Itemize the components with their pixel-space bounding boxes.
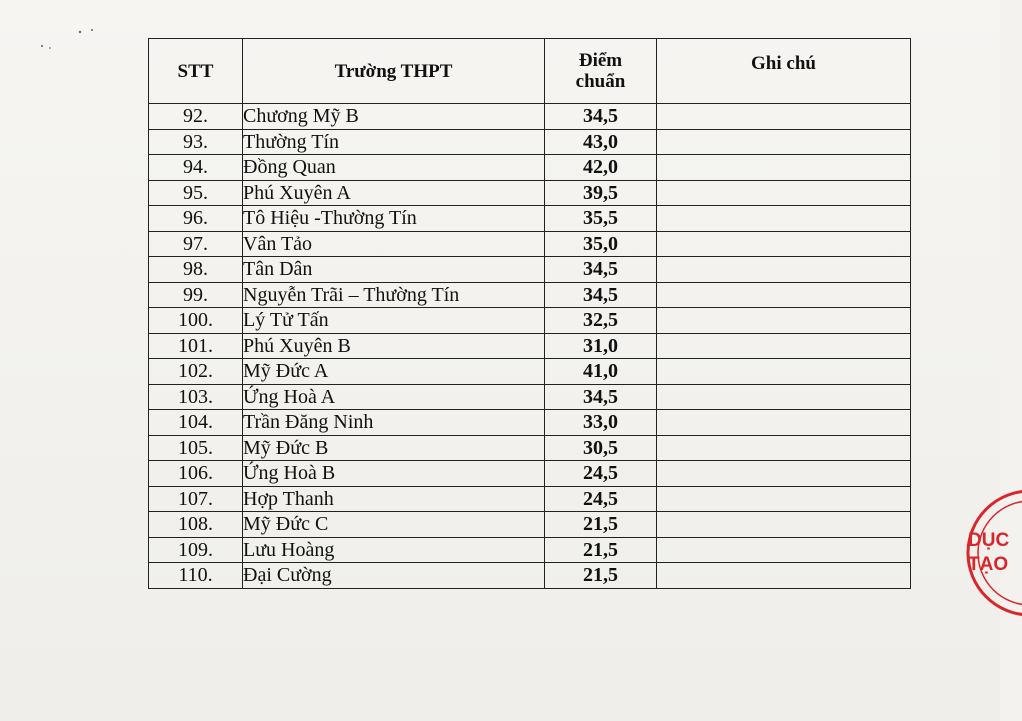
table-row [149, 359, 911, 385]
table-row [149, 512, 911, 538]
row-school-name: Trần Đăng Ninh [243, 410, 545, 436]
row-note [657, 435, 911, 461]
row-stt: 97. [149, 231, 243, 257]
table-row [149, 257, 911, 283]
table-row [149, 308, 911, 334]
row-school-name: Lưu Hoàng [243, 537, 545, 563]
row-score: 34,5 [545, 257, 657, 283]
row-note [657, 308, 911, 334]
row-score: 24,5 [545, 486, 657, 512]
row-note [657, 333, 911, 359]
table-row [149, 563, 911, 589]
header-score [545, 39, 657, 104]
table-header-row [149, 39, 911, 104]
table-row [149, 333, 911, 359]
row-score: 32,5 [545, 308, 657, 334]
row-school-name: Hợp Thanh [243, 486, 545, 512]
row-note [657, 537, 911, 563]
table-row [149, 206, 911, 232]
header-score-line1: Điểm [578, 50, 623, 71]
header-score-line2: chuẩn [575, 71, 626, 92]
row-stt: 98. [149, 257, 243, 283]
stamp-text-line1: DỤC [968, 530, 1010, 551]
row-stt: 101. [149, 333, 243, 359]
row-note [657, 104, 911, 130]
table-row [149, 231, 911, 257]
row-score: 21,5 [545, 537, 657, 563]
row-score: 21,5 [545, 512, 657, 538]
table-row [149, 410, 911, 436]
row-school-name: Lý Tử Tấn [243, 308, 545, 334]
row-school-name: Đồng Quan [243, 155, 545, 181]
row-note [657, 180, 911, 206]
row-stt: 92. [149, 104, 243, 130]
row-school-name: Tô Hiệu -Thường Tín [243, 206, 545, 232]
row-stt: 107. [149, 486, 243, 512]
table-row [149, 129, 911, 155]
row-score: 33,0 [545, 410, 657, 436]
admission-score-table [148, 38, 911, 589]
row-school-name: Nguyễn Trãi – Thường Tín [243, 282, 545, 308]
row-note [657, 359, 911, 385]
row-note [657, 410, 911, 436]
row-score: 30,5 [545, 435, 657, 461]
table-row [149, 384, 911, 410]
row-school-name: Thường Tín [243, 129, 545, 155]
row-school-name: Ứng Hoà A [243, 384, 545, 410]
row-stt: 95. [149, 180, 243, 206]
row-school-name: Chương Mỹ B [243, 104, 545, 130]
row-note [657, 384, 911, 410]
row-note [657, 257, 911, 283]
row-stt: 94. [149, 155, 243, 181]
table-row [149, 104, 911, 130]
row-score: 34,5 [545, 104, 657, 130]
header-note: Ghi chú [657, 39, 911, 104]
row-score: 34,5 [545, 282, 657, 308]
row-note [657, 512, 911, 538]
table-row [149, 180, 911, 206]
row-score: 31,0 [545, 333, 657, 359]
table-row [149, 282, 911, 308]
row-score: 21,5 [545, 563, 657, 589]
row-school-name: Phú Xuyên B [243, 333, 545, 359]
row-score: 39,5 [545, 180, 657, 206]
row-stt: 99. [149, 282, 243, 308]
row-note [657, 155, 911, 181]
row-score: 41,0 [545, 359, 657, 385]
table-row [149, 435, 911, 461]
row-stt: 103. [149, 384, 243, 410]
row-score: 43,0 [545, 129, 657, 155]
row-stt: 105. [149, 435, 243, 461]
row-score: 24,5 [545, 461, 657, 487]
row-score: 35,0 [545, 231, 657, 257]
row-stt: 110. [149, 563, 243, 589]
row-school-name: Ứng Hoà B [243, 461, 545, 487]
row-score: 35,5 [545, 206, 657, 232]
header-stt: STT [149, 39, 243, 104]
row-school-name: Vân Tảo [243, 231, 545, 257]
row-note [657, 461, 911, 487]
row-score: 34,5 [545, 384, 657, 410]
row-stt: 108. [149, 512, 243, 538]
table-row [149, 537, 911, 563]
row-stt: 109. [149, 537, 243, 563]
row-stt: 104. [149, 410, 243, 436]
paper-specks [30, 20, 110, 60]
row-note [657, 282, 911, 308]
row-note [657, 563, 911, 589]
row-stt: 100. [149, 308, 243, 334]
row-stt: 106. [149, 461, 243, 487]
row-stt: 93. [149, 129, 243, 155]
row-note [657, 231, 911, 257]
row-school-name: Đại Cường [243, 563, 545, 589]
table-row [149, 461, 911, 487]
row-stt: 102. [149, 359, 243, 385]
stamp-text-line2: TẠO [968, 554, 1009, 575]
row-school-name: Tân Dân [243, 257, 545, 283]
header-school: Trường THPT [243, 39, 545, 104]
row-school-name: Mỹ Đức B [243, 435, 545, 461]
row-school-name: Mỹ Đức A [243, 359, 545, 385]
row-note [657, 129, 911, 155]
table-row [149, 155, 911, 181]
row-school-name: Mỹ Đức C [243, 512, 545, 538]
row-score: 42,0 [545, 155, 657, 181]
table-row [149, 486, 911, 512]
row-note [657, 206, 911, 232]
row-stt: 96. [149, 206, 243, 232]
row-school-name: Phú Xuyên A [243, 180, 545, 206]
row-note [657, 486, 911, 512]
official-red-stamp [962, 468, 1022, 638]
